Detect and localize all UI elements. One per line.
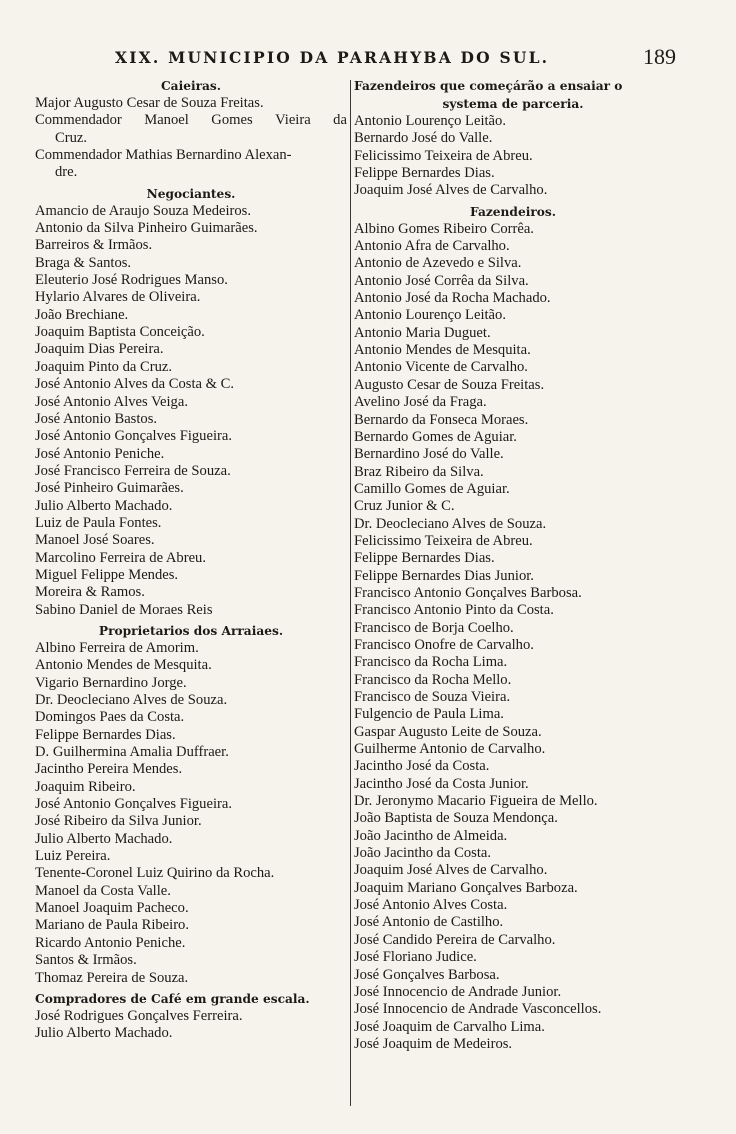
section-heading-fazendeiros: Fazendeiros. (470, 204, 556, 219)
list-item: Augusto Cesar de Souza Freitas. (354, 376, 545, 393)
left-column (35, 77, 347, 1043)
list-item: Cruz. (55, 129, 88, 146)
list-item: Felippe Bernardes Dias Junior. (354, 567, 534, 584)
list-item: Bernardo José do Valle. (354, 130, 493, 147)
list-item: Antonio Afra de Carvalho. (354, 238, 510, 255)
list-item: Camillo Gomes de Aguiar. (354, 480, 510, 497)
list-item: José Joaquim de Medeiros. (354, 1035, 513, 1052)
list-item: Dr. Deocleciano Alves de Souza. (354, 515, 547, 532)
list-item: José Innocencio de Andrade Junior. (354, 983, 562, 1000)
list-item: João Brechiane. (35, 306, 129, 323)
list-item: Joaquim Baptista Conceição. (35, 324, 205, 341)
right-column (354, 77, 672, 1053)
list-item: Miguel Felippe Mendes. (35, 566, 179, 583)
list-item: José Joaquim de Carvalho Lima. (354, 1018, 545, 1035)
list-item: Manoel Joaquim Pacheco. (35, 900, 189, 917)
list-item: José Antonio Bastos. (35, 410, 158, 427)
list-item: Joaquim Pinto da Cruz. (35, 358, 173, 375)
list-item: Albino Ferreira de Amorim. (35, 639, 199, 656)
list-item: José Antonio Alves da Costa & C. (35, 376, 235, 393)
list-item: João Jacintho da Costa. (354, 845, 491, 862)
list-item: Albino Gomes Ribeiro Corrêa. (354, 220, 534, 237)
list-item: José Innocencio de Andrade Vasconcellos. (354, 1001, 602, 1018)
list-item: Gaspar Augusto Leite de Souza. (354, 723, 542, 740)
list-item: José Francisco Ferreira de Souza. (35, 462, 231, 479)
list-item: Bernardo Gomes de Aguiar. (354, 428, 517, 445)
negociantes-list (35, 203, 347, 619)
list-item: Francisco da Rocha Lima. (354, 654, 508, 671)
list-item: Jacintho Pereira Mendes. (35, 761, 183, 778)
list-item: José Antonio Alves Veiga. (35, 393, 188, 410)
list-item: Julio Alberto Machado. (35, 830, 173, 847)
list-item: Luiz Pereira. (35, 848, 111, 865)
list-item: Sabino Daniel de Moraes Reis (35, 601, 213, 618)
list-item: Joaquim José Alves de Carvalho. (354, 862, 548, 879)
list-item: Joaquim Ribeiro. (35, 778, 136, 795)
list-item: Francisco da Rocha Mello. (354, 671, 512, 688)
list-item: Felippe Bernardes Dias. (354, 550, 495, 567)
column-divider (350, 80, 351, 1106)
list-item: Vigario Bernardino Jorge. (35, 674, 187, 691)
list-item: Joaquim José Alves de Carvalho. (354, 182, 548, 199)
list-item: Manoel da Costa Valle. (35, 882, 171, 899)
list-item: Commendador Manoel Gomes Vieira da (35, 112, 347, 129)
list-item: Felicissimo Teixeira de Abreu. (354, 147, 533, 164)
section-heading-parceria-line2: systema de parceria. (442, 97, 584, 111)
list-item: Francisco de Souza Vieira. (354, 689, 511, 705)
list-item: Barreiros & Irmãos. (35, 237, 153, 254)
list-item: João Baptista de Souza Mendonça. (354, 810, 558, 827)
list-item: Dr. Deocleciano Alves de Souza. (35, 692, 228, 708)
list-item: Tenente-Coronel Luiz Quirino da Rocha. (35, 865, 275, 882)
list-item: Dr. Jeronymo Macario Figueira de Mello. (354, 793, 598, 810)
section-heading-negociantes: Negociantes. (146, 186, 236, 201)
fazendeiros-list (354, 221, 672, 1054)
list-item: dre. (55, 164, 78, 181)
list-item: José Antonio Gonçalves Figueira. (35, 796, 232, 813)
list-item: Commendador Mathias Bernardino Alexan- (35, 147, 292, 164)
list-item: José Candido Pereira de Carvalho. (354, 931, 556, 948)
list-item: Francisco Onofre de Carvalho. (354, 636, 534, 653)
list-item: Santos & Irmãos. (35, 952, 137, 969)
section-heading-compradores: Compradores de Café em grande escala. (35, 991, 310, 1006)
list-item: Ricardo Antonio Peniche. (35, 934, 186, 951)
list-item: José Antonio de Castilho. (354, 914, 504, 931)
list-item: Joaquim Mariano Gonçalves Barboza. (354, 879, 578, 896)
list-item: Eleuterio José Rodrigues Manso. (35, 272, 228, 289)
list-item: Jacintho José da Costa Junior. (354, 775, 529, 792)
list-item: Bernardino José do Valle. (354, 446, 504, 463)
list-item: Francisco Antonio Pinto da Costa. (354, 602, 554, 619)
list-item: Antonio da Silva Pinheiro Guimarães. (35, 220, 258, 237)
proprietarios-list (35, 640, 347, 987)
list-item: Moreira & Ramos. (35, 584, 145, 601)
compradores-list (35, 1008, 347, 1043)
list-item: Fulgencio de Paula Lima. (354, 706, 504, 723)
list-item: Bernardo da Fonseca Moraes. (354, 411, 529, 428)
section-heading-proprietarios: Proprietarios dos Arraiaes. (98, 623, 284, 638)
list-item: José Antonio Alves Costa. (354, 897, 508, 914)
list-item: Felippe Bernardes Dias. (354, 165, 495, 182)
list-item: Luiz de Paula Fontes. (35, 514, 162, 531)
list-item: Domingos Paes da Costa. (35, 709, 185, 726)
list-item: José Rodrigues Gonçalves Ferreira. (35, 1007, 243, 1024)
page-number: 189 (643, 44, 676, 69)
list-item: João Jacintho de Almeida. (354, 827, 508, 844)
list-item: José Gonçalves Barbosa. (354, 966, 500, 983)
page-header (0, 44, 736, 70)
list-item: Antonio José Corrêa da Silva. (354, 272, 529, 289)
list-item: José Pinheiro Guimarães. (35, 480, 184, 497)
list-item: Antonio Vicente de Carvalho. (354, 359, 528, 376)
list-item: Francisco Antonio Gonçalves Barbosa. (354, 584, 582, 601)
parceria-list (354, 113, 672, 200)
list-item: José Ribeiro da Silva Junior. (35, 813, 202, 830)
list-item: Antonio Mendes de Mesquita. (35, 657, 212, 674)
list-item: Guilherme Antonio de Carvalho. (354, 741, 546, 758)
list-item: Marcolino Ferreira de Abreu. (35, 549, 207, 566)
list-item: Mariano de Paula Ribeiro. (35, 917, 190, 934)
list-item: José Antonio Peniche. (35, 445, 165, 462)
section-heading-caieiras: Caieiras. (160, 79, 222, 93)
list-item: Thomaz Pereira de Souza. (35, 969, 189, 986)
list-item: Cruz Junior & C. (354, 498, 455, 515)
list-item: Braz Ribeiro da Silva. (354, 463, 484, 480)
list-item: Julio Alberto Machado. (35, 497, 173, 514)
list-item: Major Augusto Cesar de Souza Freitas. (35, 95, 264, 111)
list-item: Felippe Bernardes Dias. (35, 726, 176, 743)
list-item: Joaquim Dias Pereira. (35, 341, 164, 358)
list-item: Francisco de Borja Coelho. (354, 619, 514, 636)
list-item: Antonio Mendes de Mesquita. (354, 342, 531, 359)
list-item: Felicissimo Teixeira de Abreu. (354, 532, 533, 549)
list-item: Antonio Lourenço Leitão. (354, 307, 506, 324)
list-item: Braga & Santos. (35, 254, 132, 271)
section-heading-parceria: Fazendeiros que começárão a ensaiar o (354, 79, 623, 93)
list-item: Manoel José Soares. (35, 532, 155, 549)
list-item: Antonio de Azevedo e Silva. (354, 255, 522, 272)
list-item: Antonio Lourenço Leitão. (354, 113, 506, 129)
page-title: XIX. MUNICIPIO DA PARAHYBA DO SUL. (115, 48, 550, 67)
list-item: José Antonio Gonçalves Figueira. (35, 428, 232, 445)
list-item: José Floriano Judice. (354, 949, 477, 966)
list-item: Antonio Maria Duguet. (354, 324, 491, 341)
list-item: Jacintho José da Costa. (354, 758, 490, 775)
list-item: Julio Alberto Machado. (35, 1025, 173, 1042)
list-item: Hylario Alvares de Oliveira. (35, 289, 201, 306)
list-item: Antonio José da Rocha Machado. (354, 290, 551, 307)
list-item: D. Guilhermina Amalia Duffraer. (35, 744, 229, 761)
list-item: Avelino José da Fraga. (354, 394, 487, 411)
list-item: Amancio de Araujo Souza Medeiros. (35, 202, 252, 219)
